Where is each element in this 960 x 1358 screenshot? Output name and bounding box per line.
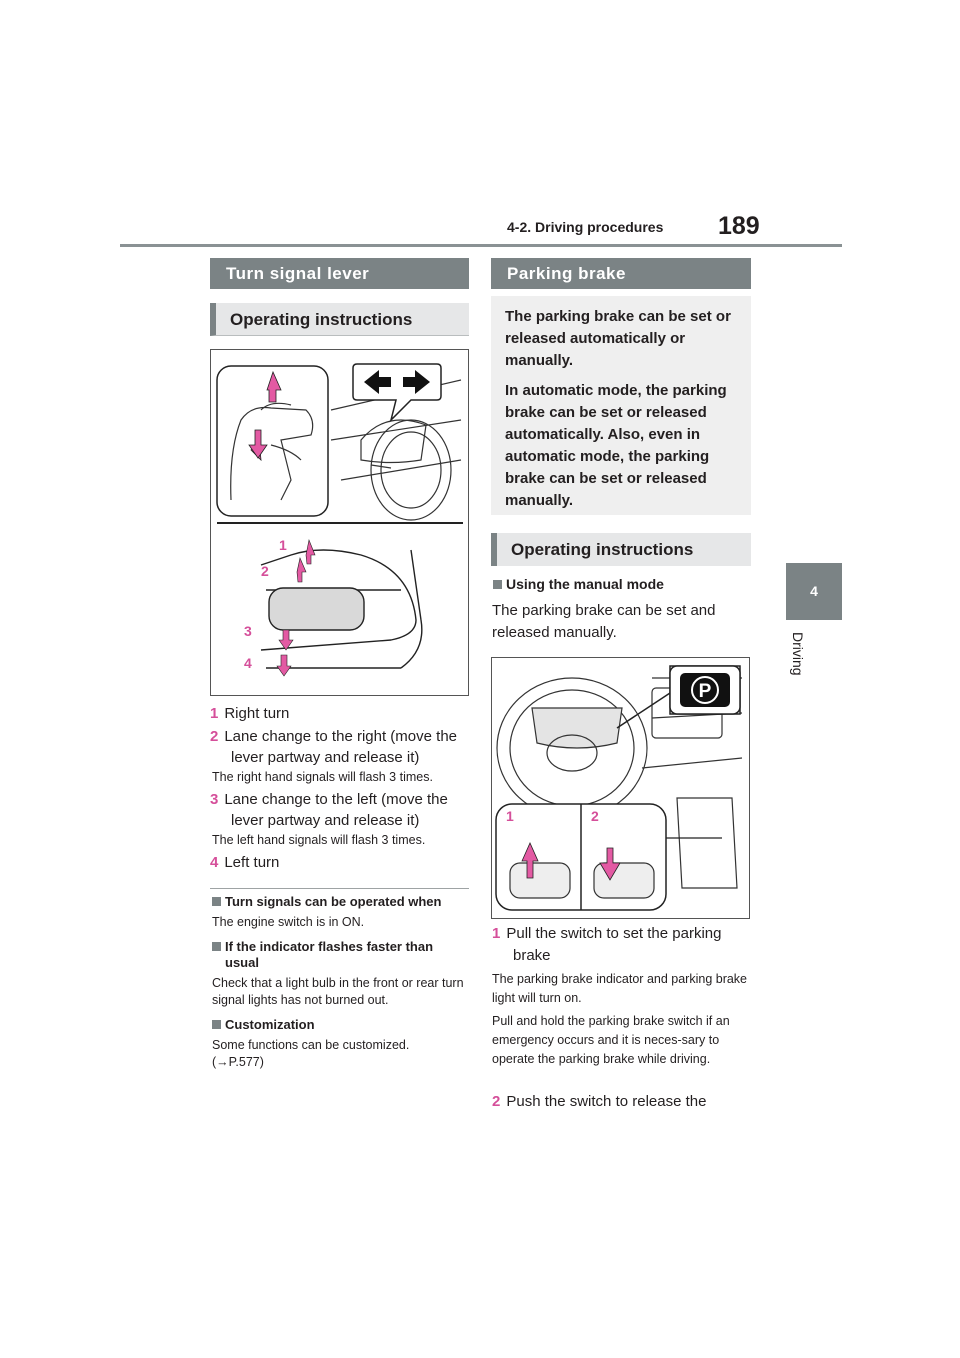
turn-signal-illustration [211,350,468,695]
square-bullet-icon [212,897,221,906]
chapter-label: Driving [790,632,806,676]
step-2 [210,726,472,768]
step-3 [210,789,472,831]
brake-step-2 [492,1091,754,1113]
chapter-number: 4 [810,583,818,599]
parking-intro-box [491,296,751,515]
step-2-text: Lane change to the right (move the lever partway and release it) [224,728,457,766]
step-1 [210,703,472,724]
step-4-text: Left turn [224,854,280,871]
square-bullet-icon [493,580,502,589]
brake-note-2: Pull and hold the parking brake switch if an emergency occurs and it is neces-sary to operate the parking brake while driving. [492,1014,730,1066]
right-subtitle: Operating instructions [491,533,751,566]
step-3-note: The left hand signals will flash 3 times. [212,833,426,847]
lever-label-2: 2 [261,563,269,579]
parking-brake-illustration [492,658,749,918]
info-divider [210,888,469,889]
brake-label-2: 2 [591,808,599,824]
lever-label-1: 1 [279,537,287,553]
info-head-1: Turn signals can be operated when [212,894,470,910]
brake-note-1: The parking brake indicator and parking brake light will turn on. [492,972,748,1005]
lever-label-3: 3 [244,623,252,639]
brake-step-1 [492,923,754,967]
parking-brake-figure [491,657,750,919]
step-1-number: 1 [210,705,219,722]
header-rule [120,244,842,247]
parking-brake-title: Parking brake [491,258,751,289]
turn-signal-title: Turn signal lever [210,258,469,289]
step-2-note: The right hand signals will flash 3 times. [212,770,433,784]
info-body-1: The engine switch is in ON. [212,915,365,929]
brake-label-1: 1 [506,808,514,824]
step-2-number: 2 [210,728,219,745]
info-head-2: If the indicator flashes faster than usual [212,939,470,971]
brake-step-2-text: Push the switch to release the [506,1093,707,1110]
intro-text-2: In automatic mode, the parking brake can be set or released automatically. Also, even in automatic mode, the parking brake can be set or released manually. [505,382,727,509]
p-icon: P [698,681,712,702]
step-3-number: 3 [210,791,219,808]
info-body-2: Check that a light bulb in the front or rear turn signal lights has not burned out. [212,976,464,1007]
step-4 [210,852,472,873]
info-block [212,894,470,1071]
square-bullet-icon [212,1020,221,1029]
manual-mode-body: The parking brake can be set and released manually. [492,602,716,641]
step-1-text: Right turn [224,705,290,722]
manual-mode-head: Using the manual mode [493,576,664,592]
info-head-3: Customization [212,1017,470,1033]
chapter-tab[interactable] [786,563,842,620]
brake-step-1-text: Pull the switch to set the parking brake [506,925,722,964]
intro-text-1: The parking brake can be set or released automatically or manually. [505,308,731,369]
lever-label-4: 4 [244,655,252,671]
square-bullet-icon [212,942,221,951]
step-3-text: Lane change to the left (move the lever partway and release it) [224,791,448,829]
section-title: 4-2. Driving procedures [507,219,664,235]
turn-signal-figure [210,349,469,696]
info-body-3: Some functions can be customized. (→P.577) [212,1038,410,1069]
brake-step-1-number: 1 [492,925,501,942]
left-subtitle: Operating instructions [210,303,469,336]
step-4-number: 4 [210,854,219,871]
brake-step-2-number: 2 [492,1093,501,1110]
page-number: 189 [718,212,760,240]
